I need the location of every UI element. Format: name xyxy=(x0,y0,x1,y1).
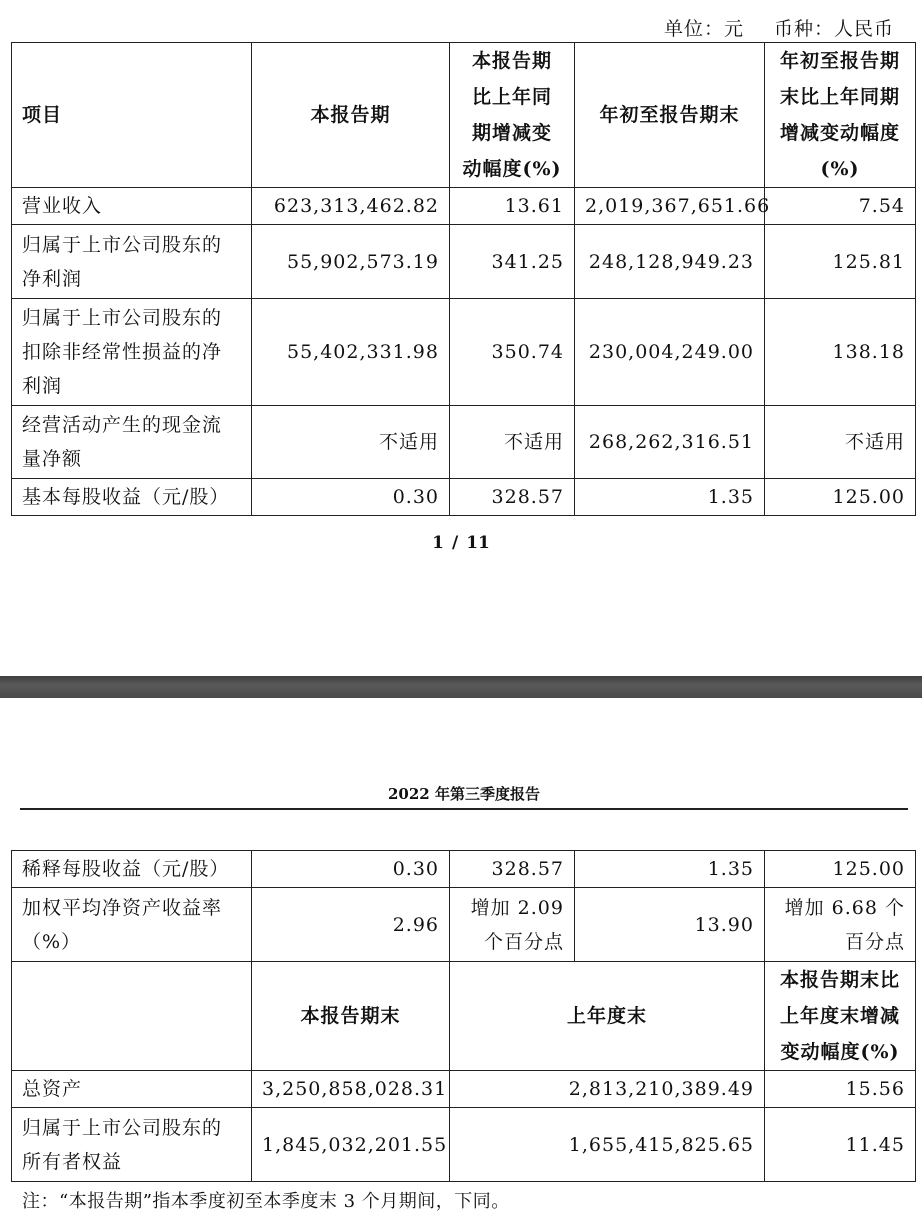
current-value-text: 0.30 xyxy=(392,858,439,880)
ytd-value: 1.35 xyxy=(575,479,765,516)
header-line: 末比上年同期 xyxy=(779,86,900,108)
header-balance-change xyxy=(765,962,916,1071)
ytd-value: 2,019,367,651.66 xyxy=(575,188,765,225)
header-line: 动幅度(%) xyxy=(462,158,562,180)
row-label-text: 基本每股收益（元/股） xyxy=(22,486,230,508)
prior-year-end-value: 1,655,415,825.65 xyxy=(450,1108,765,1182)
current-change-value: 328.57 xyxy=(450,479,575,516)
ytd-change-value: 125.00 xyxy=(765,479,916,516)
row-label xyxy=(12,406,252,479)
row-label xyxy=(12,299,252,406)
row-label-text: 所有者权益 xyxy=(22,1150,123,1173)
header-balance-change-text: 本报告期末比 xyxy=(779,969,900,991)
header-item: 项目 xyxy=(12,43,252,188)
header-balance-change-text: 上年度末增减 xyxy=(779,1005,900,1027)
header-balance-change-text: 变动幅度(%) xyxy=(780,1041,900,1063)
header-current-end: 本报告期末 xyxy=(252,962,450,1071)
row-label-text: 加权平均净资产收益率 xyxy=(22,896,223,919)
current-value: 不适用 xyxy=(252,406,450,479)
ytd-change-value: 138.18 xyxy=(765,299,916,406)
table-row xyxy=(12,299,916,406)
ytd-change-value: 125.81 xyxy=(765,225,916,299)
current-change-value xyxy=(450,851,575,888)
header-line: 增减变动幅度 xyxy=(779,122,900,144)
table-row xyxy=(12,1108,916,1182)
balance-header-row xyxy=(12,962,916,1071)
header-prior-year-end: 上年度末 xyxy=(450,962,765,1071)
page-number: 1 / 11 xyxy=(432,533,490,553)
current-value: 623,313,462.82 xyxy=(252,188,450,225)
current-change-value xyxy=(450,888,575,962)
row-label-text: 量净额 xyxy=(22,448,83,470)
header-line: 比上年同 xyxy=(471,86,552,108)
current-value: 0.30 xyxy=(252,479,450,516)
row-label xyxy=(12,1071,252,1108)
ytd-value-text: 1.35 xyxy=(707,858,754,880)
ytd-change-value: 不适用 xyxy=(765,406,916,479)
row-label xyxy=(12,851,252,888)
ytd-value: 248,128,949.23 xyxy=(575,225,765,299)
row-label-text: 利润 xyxy=(22,375,63,397)
header-current-change xyxy=(450,43,575,188)
row-label-text: 归属于上市公司股东的 xyxy=(22,233,223,256)
continued-financial-table xyxy=(11,850,916,1182)
header-line: 年初至报告期 xyxy=(779,50,900,72)
current-value xyxy=(252,851,450,888)
ytd-value xyxy=(575,851,765,888)
row-label xyxy=(12,225,252,299)
ytd-change-value-text: 百分点 xyxy=(844,930,905,953)
table-row xyxy=(12,888,916,962)
current-end-value: 3,250,858,028.31 xyxy=(252,1071,450,1108)
row-label xyxy=(12,479,252,516)
currency-label: 币种：人民币 xyxy=(773,18,894,40)
current-change-value: 13.61 xyxy=(450,188,575,225)
current-value: 55,902,573.19 xyxy=(252,225,450,299)
ytd-change-value-text: 125.00 xyxy=(832,858,905,880)
row-label-text: 扣除非经常性损益的净 xyxy=(22,341,223,363)
header-ytd: 年初至报告期末 xyxy=(575,43,765,188)
current-change-value: 不适用 xyxy=(450,406,575,479)
report-title: 2022 年第三季度报告 xyxy=(20,783,908,810)
table-header-row xyxy=(12,43,916,188)
row-label xyxy=(12,188,252,225)
balance-header-blank xyxy=(12,962,252,1071)
table-row xyxy=(12,1071,916,1108)
row-label-text: 总资产 xyxy=(22,1078,83,1100)
table-row xyxy=(12,406,916,479)
ytd-value: 230,004,249.00 xyxy=(575,299,765,406)
header-ytd-change xyxy=(765,43,916,188)
ytd-change-value-text: 增加 6.68 个 xyxy=(784,896,905,919)
current-change-value-text: 个百分点 xyxy=(483,930,564,953)
table-row xyxy=(12,188,916,225)
row-label xyxy=(12,888,252,962)
ytd-change-value: 7.54 xyxy=(765,188,916,225)
current-change-value-text: 328.57 xyxy=(491,858,564,880)
page-divider xyxy=(0,676,922,698)
row-label-text: 净利润 xyxy=(22,267,83,290)
table-row xyxy=(12,479,916,516)
unit-label: 单位：元 xyxy=(663,18,744,40)
current-change-value: 341.25 xyxy=(450,225,575,299)
row-label-text: 稀释每股收益（元/股） xyxy=(22,858,230,880)
main-financial-table xyxy=(11,42,916,516)
unit-currency-line xyxy=(664,14,894,41)
ytd-change-value xyxy=(765,888,916,962)
header-line: 本报告期 xyxy=(471,50,552,72)
row-label xyxy=(12,1108,252,1182)
ytd-value: 268,262,316.51 xyxy=(575,406,765,479)
row-label-text: 归属于上市公司股东的 xyxy=(22,307,223,329)
current-value-text: 2.96 xyxy=(392,913,439,936)
current-end-value: 1,845,032,201.55 xyxy=(252,1108,450,1182)
current-change-value-text: 增加 2.09 xyxy=(470,896,564,919)
ytd-value-text: 13.90 xyxy=(694,913,754,936)
header-line: 期增减变 xyxy=(471,122,552,144)
header-current: 本报告期 xyxy=(252,43,450,188)
current-value xyxy=(252,888,450,962)
row-label-text: 经营活动产生的现金流 xyxy=(22,414,223,436)
footnote: 注：“本报告期”指本季度初至本季度末 3 个月期间，下同。 xyxy=(22,1191,510,1212)
prior-year-end-value: 2,813,210,389.49 xyxy=(450,1071,765,1108)
current-change-value: 350.74 xyxy=(450,299,575,406)
balance-change-value: 15.56 xyxy=(765,1071,916,1108)
table-row xyxy=(12,851,916,888)
ytd-value xyxy=(575,888,765,962)
table-row xyxy=(12,225,916,299)
row-label-text: 营业收入 xyxy=(22,195,103,217)
page-2 xyxy=(0,698,922,1217)
row-label-text: 归属于上市公司股东的 xyxy=(22,1116,223,1139)
current-value: 55,402,331.98 xyxy=(252,299,450,406)
ytd-change-value xyxy=(765,851,916,888)
row-label-text: （%） xyxy=(22,930,82,953)
balance-change-value: 11.45 xyxy=(765,1108,916,1182)
header-line: (%) xyxy=(820,158,860,180)
